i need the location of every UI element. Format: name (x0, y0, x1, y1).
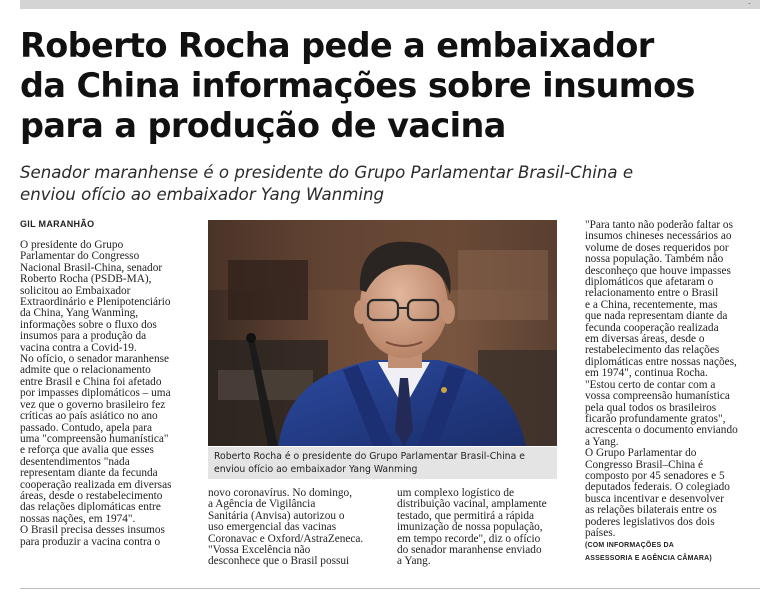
text-line: deputados federais. O colegiado (585, 481, 730, 494)
text-line: insumos chineses necessários ao (585, 230, 732, 243)
text-line: críticas ao país asiático no ano (20, 410, 158, 423)
headline-line-2: da China informações sobre insumos (20, 66, 695, 105)
caption-line-1: Roberto Rocha é o presidente do Grupo Parlamentar Brasil-China e (214, 451, 525, 462)
top-rule-bar (20, 0, 760, 9)
credit-line (585, 539, 760, 551)
text-line: áreas, desde o restabelecimento (20, 489, 163, 502)
text-line: insumos para a produção da (20, 330, 147, 343)
photo-caption (208, 447, 557, 479)
subtitle (20, 162, 760, 206)
article-column-1 (20, 240, 200, 548)
text-line: da China, Yang Wanming, (20, 307, 139, 320)
headline-line-3: para a produção de vacina (20, 106, 506, 145)
headline (20, 26, 750, 146)
text-line: relacionamento entre o Brasil (585, 287, 719, 300)
text-line: fecunda cooperação realizada (585, 321, 719, 334)
text-line: Sanitária (Anvisa) autorizou o (208, 509, 345, 522)
text-line: O Brasil precisa desses insumos (20, 524, 165, 537)
text-line: Extraordinário e Plenipotenciário (20, 296, 171, 309)
text-line: composto por 45 senadores e 5 (585, 469, 725, 482)
text-line: por impasses diplomáticos – uma (20, 387, 171, 400)
text-line: a Yang. (397, 555, 431, 568)
article-column-4 (585, 220, 760, 564)
text-line: representam diante da fecunda (20, 467, 158, 480)
text-line: desconhece que o Brasil possui (208, 555, 350, 568)
text-line: novo coronavírus. No domingo, (208, 487, 353, 499)
text-line: restabelecimento das relações (585, 344, 720, 357)
text-line: a Yang. (585, 435, 619, 448)
text-line: em diversas áreas, desde o (585, 333, 705, 346)
text-line: Nacional Brasil-China, senador (20, 261, 163, 274)
text-line: O presidente do Grupo (20, 239, 124, 251)
text-line: uma "compreensão humanística" (20, 432, 169, 445)
text-line: as relações bilaterais entre os (585, 504, 717, 517)
text-line: nossa população. Também não (585, 253, 724, 266)
text-line: "Para tanto não poderão faltar os (585, 219, 733, 231)
caption-line-2: enviou ofício ao embaixador Yang Wanming (214, 463, 418, 475)
text-line: "Vossa Excelência não (208, 544, 311, 557)
text-line: um complexo logístico de (397, 487, 515, 499)
text-line: diplomáticos que afetaram o (585, 276, 714, 289)
text-line: e reforça que avalia que esses (20, 444, 154, 457)
text-line: Roberto Rocha (PSDB-MA), (20, 273, 152, 286)
text-line: pela qual todos os brasileiros (585, 401, 717, 414)
senator-photo (208, 220, 557, 446)
text-line: entre Brasil e China foi afetado (20, 375, 162, 388)
text-line: "Estou certo de contar com a (585, 378, 716, 391)
col4-body (585, 220, 760, 539)
article-column-3 (397, 488, 577, 568)
text-line: solicitou ao Embaixador (20, 284, 131, 297)
text-line: O Grupo Parlamentar do (585, 447, 697, 460)
text-line: admite que o relacionamento (20, 364, 151, 377)
text-line: que nada representam diante da (585, 310, 728, 323)
credit-text-2: ASSESSORIA E AGÊNCIA CÂMARA) (585, 554, 712, 562)
text-line: Coronavac e Oxford/AstraZeneca. (208, 532, 364, 545)
text-line: Congresso Brasil–China é (585, 458, 703, 471)
credit-line-2 (585, 552, 760, 564)
article-column-2 (208, 488, 390, 568)
text-line: busca incentivar e desenvolver (585, 492, 724, 505)
text-line: desconheço que houve impasses (585, 264, 731, 277)
text-line: a Agência de Vigilância (208, 498, 316, 511)
subtitle-line-2: enviou ofício ao embaixador Yang Wanming (20, 185, 385, 204)
text-line: passado. Contudo, apela para (20, 421, 153, 434)
headline-line-1: Roberto Rocha pede a embaixador (20, 26, 654, 65)
text-line: desentendimentos "nada (20, 455, 130, 468)
corner-mark: . (748, 0, 751, 6)
text-line: em tempo recorde", diz o ofício (397, 532, 541, 545)
text-line: ficarão profundamente gratos", (585, 412, 726, 425)
byline: GIL MARANHÃO (20, 219, 95, 229)
text-line: nossas nações, em 1974". (20, 512, 136, 525)
text-line: do senador maranhense enviado (397, 544, 542, 557)
text-line: informações sobre o fluxo dos (20, 318, 157, 331)
text-line: em 1974", continua Rocha. (585, 367, 708, 380)
text-line: uso emergencial das vacinas (208, 521, 337, 534)
text-line: diplomáticas entre nossas nações, (585, 355, 737, 368)
text-line: vacina contra a Covid-19. (20, 341, 137, 354)
text-line: acrescenta o documento enviando (585, 424, 738, 437)
text-line: das relações diplomáticas entre (20, 501, 161, 514)
text-line: cooperação realizada em diversas (20, 478, 172, 491)
text-line: países. (585, 526, 616, 539)
text-line: imunização de nossa população, (397, 521, 543, 534)
text-line: e a China, recentemente, mas (585, 298, 718, 311)
credit-text-1: (COM INFORMAÇÕES DA (585, 542, 674, 550)
text-line: poderes legislativos dos dois (585, 515, 715, 528)
text-line: distribuição vacinal, amplamente (397, 498, 547, 511)
text-line: vossa compreensão humanística (585, 390, 730, 403)
subtitle-line-1: Senador maranhense é o presidente do Grupo Parlamentar Brasil-China e (20, 163, 634, 182)
text-line: No ofício, o senador maranhense (20, 353, 170, 366)
text-line: vez que o governo brasileiro fez (20, 398, 166, 411)
text-line: Parlamentar do Congresso (20, 250, 140, 263)
text-line: testado, que permitirá a rápida (397, 509, 535, 522)
text-line: para produzir a vacina contra o (20, 535, 161, 548)
bottom-rule (20, 588, 760, 589)
text-line: volume de doses requeridos por (585, 241, 729, 254)
